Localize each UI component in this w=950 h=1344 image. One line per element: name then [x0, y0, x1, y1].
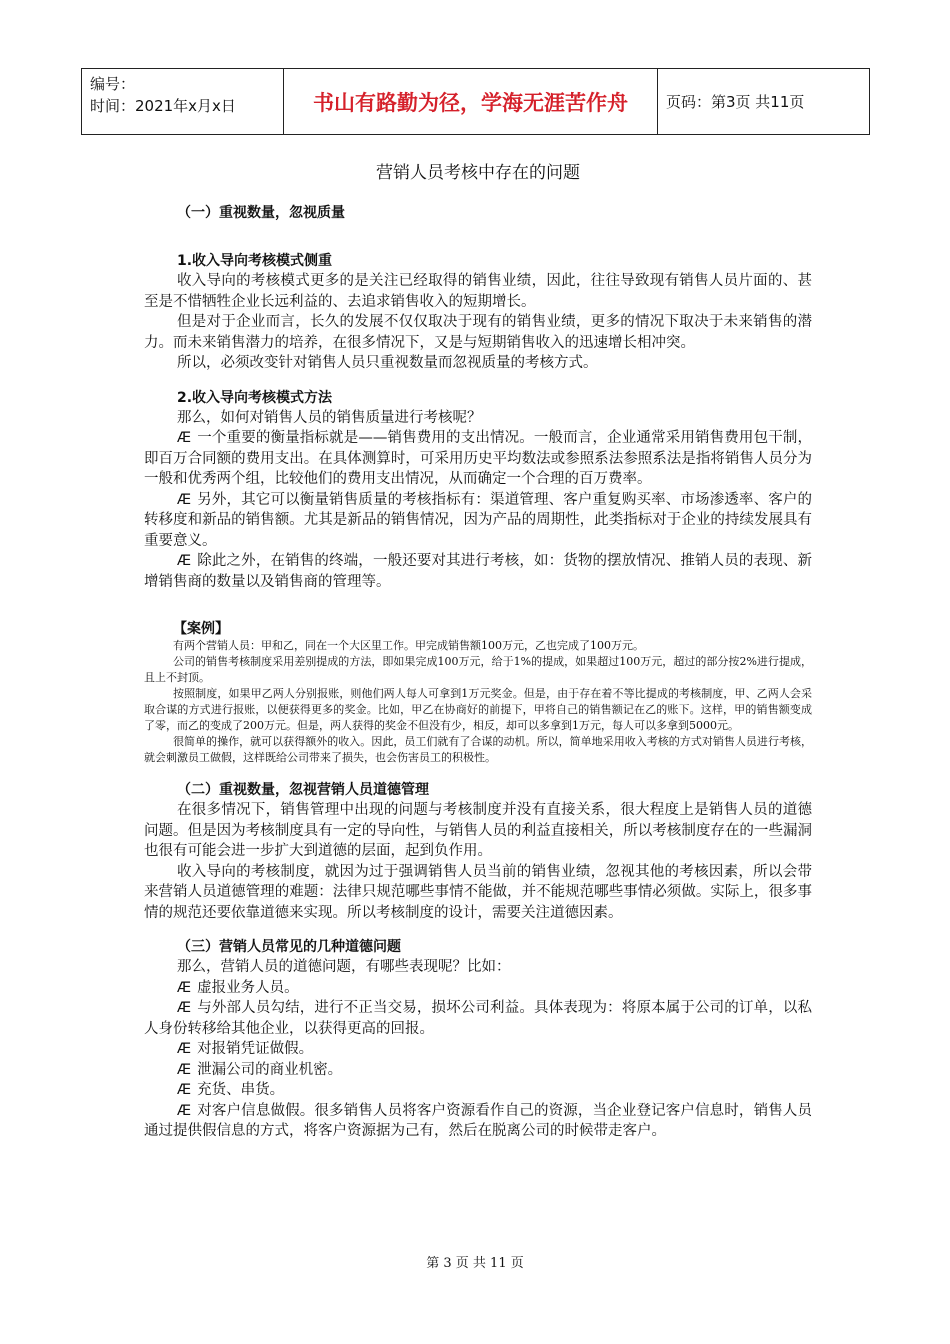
bullet-icon: Æ: [177, 1041, 192, 1057]
paragraph: 所以，必须改变针对销售人员只重视数量而忽视质量的考核方式。: [177, 355, 598, 371]
bullet-text: 对客户信息做假。很多销售人员将客户资源看作自己的资源，当企业登记客户信息时，销售人员通过提供假信息的方式，将客户资源据为己有，然后在脱离公司的时候带走客户。: [144, 1102, 812, 1139]
bullet-item: [144, 1080, 812, 1101]
bullet-icon: Æ: [177, 1082, 192, 1098]
case-paragraph: 公司的销售考核制度采用差别提成的方法，即如果完成100万元，给于1%的提成，如果超过100万元，超过的部分按2%进行提成，且上不封顶。: [144, 655, 812, 684]
motto: 书山有路勤为径，学海无涯苦作舟: [284, 69, 658, 134]
bullet-item: [144, 998, 812, 1039]
header-meta-cell: [82, 69, 284, 134]
bullet-item: [144, 978, 812, 999]
paragraph: 收入导向的考核模式更多的是关注已经取得的销售业绩，因此，往往导致现有销售人员片面的、甚至是不惜牺牲企业长远利益的、去追求销售收入的短期增长。: [144, 273, 812, 310]
bullet-icon: Æ: [177, 430, 192, 446]
section-3-heading: （三）营销人员常见的几种道德问题: [177, 939, 401, 955]
bullet-icon: Æ: [177, 553, 192, 569]
bullet-item: [144, 1060, 812, 1081]
bullet-icon: Æ: [177, 1000, 192, 1016]
bullet-item: [144, 490, 812, 552]
case-heading: 【案例】: [173, 621, 229, 637]
paragraph: 在很多情况下，销售管理中出现的问题与考核制度并没有直接关系，很大程度上是销售人员的道德问题。但是因为考核制度具有一定的导向性，与销售人员的利益直接相关，所以考核制度存在的一些漏洞也很有可能会进一步扩大到道德的层面，起到负作用。: [144, 802, 812, 859]
bullet-text: 一个重要的衡量指标就是——销售费用的支出情况。一般而言，企业通常采用销售费用包干制，即百万合同额的费用支出。在具体测算时，可采用历史平均数法或参照系法参照系法是指将销售人员分为一般和优秀两个组，比较他们的费用支出情况，从而确定一个合理的百万费率。: [144, 430, 812, 487]
page-footer: 第 3 页 共 11 页: [426, 1256, 524, 1271]
case-paragraph: 有两个营销人员：甲和乙，同在一个大区里工作。甲完成销售额100万元，乙也完成了100万元。: [173, 639, 644, 652]
document-body: [144, 155, 812, 1142]
paragraph: 那么，营销人员的道德问题，有哪些表现呢？比如：: [177, 959, 511, 975]
paragraph: 那么，如何对销售人员的销售质量进行考核呢？: [177, 409, 482, 426]
number-label: 编号：: [90, 75, 136, 93]
bullet-item: [144, 1039, 812, 1060]
bullet-text: 泄漏公司的商业机密。: [197, 1061, 343, 1078]
bullet-icon: Æ: [177, 1061, 192, 1078]
bullet-item: [144, 1101, 812, 1142]
bullet-text: 另外，其它可以衡量销售质量的考核指标有：渠道管理、客户重复购买率、市场渗透率、客户的转移度和新品的销售额。尤其是新品的销售情况，因为产品的周期性，此类指标对于企业的持续发展具有重要意义。: [144, 491, 812, 549]
bullet-icon: Æ: [177, 979, 192, 996]
paragraph: 收入导向的考核制度，就因为过于强调销售人员当前的销售业绩，忽视其他的考核因素，所以会带来营销人员道德管理的难题：法律只规范哪些事情不能做，并不能规范哪些事情必须做。实际上，很多事情的规范还要依靠道德来实现。所以考核制度的设计，需要关注道德因素。: [144, 863, 812, 921]
subsection-1-heading: 1.收入导向考核模式侧重: [177, 253, 333, 269]
time-label: 时间：2021年x月x日: [90, 97, 236, 115]
bullet-icon: Æ: [177, 1102, 192, 1119]
paragraph: 但是对于企业而言，长久的发展不仅仅取决于现有的销售业绩，更多的情况下取决于未来销售的潜力。而未来销售潜力的培养，在很多情况下，又是与短期销售收入的迅速增长相冲突。: [144, 314, 812, 351]
bullet-item: [144, 428, 812, 490]
section-1-heading: （一）重视数量，忽视质量: [177, 205, 345, 221]
case-paragraph: 按照制度，如果甲乙两人分别报账，则他们两人每人可拿到1万元奖金。但是，由于存在着不等比提成的考核制度，甲、乙两人会采取合谋的方式进行报账，以便获得更多的奖金。比如，甲乙在协商好的前提下，甲将自己的销售额记在乙的账下。这样，甲的销售额变成了零，而乙的变成了200万元。但是，两人获得的奖金不但没有少，相反，却可以多拿到1万元，每人可以多拿到5000元。: [144, 687, 812, 732]
case-paragraph: 很简单的操作，就可以获得额外的收入。因此，员工们就有了合谋的动机。所以，简单地采用收入考核的方式对销售人员进行考核，就会刺激员工做假，这样既给公司带来了损失，也会伤害员工的积极性。: [144, 735, 812, 764]
header-table: [81, 68, 870, 135]
section-2-heading: （二）重视数量，忽视营销人员道德管理: [177, 782, 429, 798]
page-code: 页码：第3页 共11页: [666, 93, 805, 111]
bullet-item: [144, 551, 812, 592]
bullet-text: 除此之外，在销售的终端，一般还要对其进行考核，如：货物的摆放情况、推销人员的表现、新增销售商的数量以及销售商的管理等。: [144, 553, 812, 590]
bullet-text: 与外部人员勾结，进行不正当交易，损坏公司利益。具体表现为：将原本属于公司的订单，以私人身份转移给其他企业，以获得更高的回报。: [144, 1000, 812, 1037]
subsection-2-heading: 2.收入导向考核模式方法: [177, 389, 333, 406]
bullet-icon: Æ: [177, 491, 192, 508]
document-title: 营销人员考核中存在的问题: [376, 163, 580, 183]
bullet-text: 对报销凭证做假。: [197, 1041, 314, 1057]
bullet-text: 虚报业务人员。: [197, 979, 299, 996]
bullet-text: 充货、串货。: [197, 1082, 285, 1098]
